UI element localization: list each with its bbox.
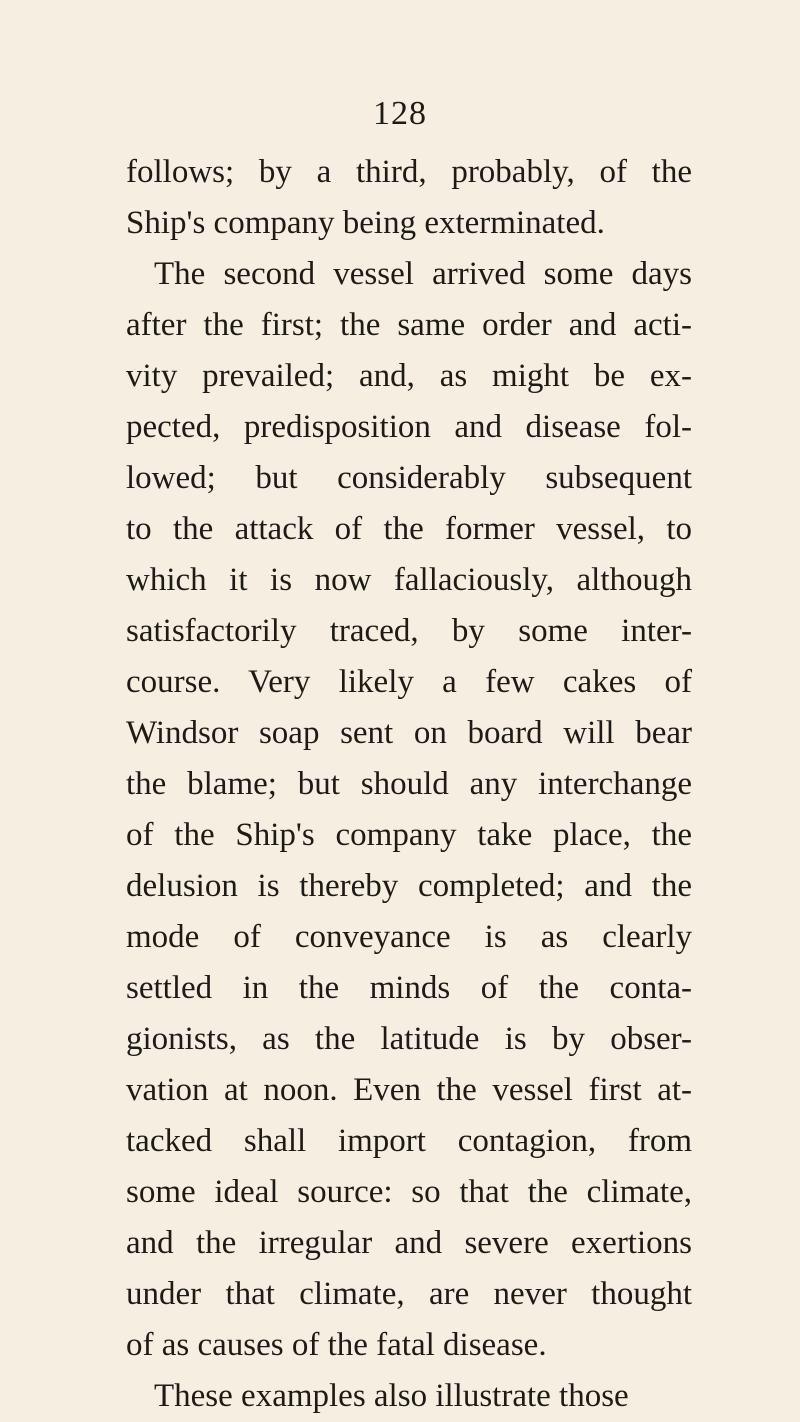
paragraph-start-line: The second vessel arrived some days [154, 256, 692, 292]
text-line: pected, predisposition and disease fol- [126, 409, 692, 445]
text-line: delusion is thereby completed; and the [126, 868, 692, 904]
text-line: of as causes of the fatal disease. [126, 1327, 547, 1363]
text-line: Windsor soap sent on board will bear [126, 715, 692, 751]
text-line: which it is now fallaciously, although [126, 562, 692, 598]
text-line: mode of conveyance is as clearly [126, 919, 692, 955]
text-line: settled in the minds of the conta- [126, 970, 692, 1006]
text-line: the blame; but should any interchange [126, 766, 692, 802]
text-line: some ideal source: so that the climate, [126, 1174, 692, 1210]
text-line: vity prevailed; and, as might be ex- [126, 358, 692, 394]
paragraph-start-line: These examples also illustrate those [154, 1378, 629, 1414]
text-line: lowed; but considerably subsequent [126, 460, 692, 496]
text-line: vation at noon. Even the vessel first at- [126, 1072, 692, 1108]
text-line: satisfactorily traced, by some inter- [126, 613, 692, 649]
page-number: 128 [373, 95, 427, 132]
text-line: gionists, as the latitude is by obser- [126, 1021, 692, 1057]
text-line: and the irregular and severe exertions [126, 1225, 692, 1261]
text-line: after the first; the same order and acti- [126, 307, 692, 343]
text-line: tacked shall import contagion, from [126, 1123, 692, 1159]
text-line: Ship's company being exterminated. [126, 205, 605, 241]
text-line: follows; by a third, probably, of the [126, 154, 692, 190]
text-line: of the Ship's company take place, the [126, 817, 692, 853]
text-line: course. Very likely a few cakes of [126, 664, 692, 700]
text-line: to the attack of the former vessel, to [126, 511, 692, 547]
text-line: under that climate, are never thought [126, 1276, 692, 1312]
body-text [126, 147, 692, 1422]
